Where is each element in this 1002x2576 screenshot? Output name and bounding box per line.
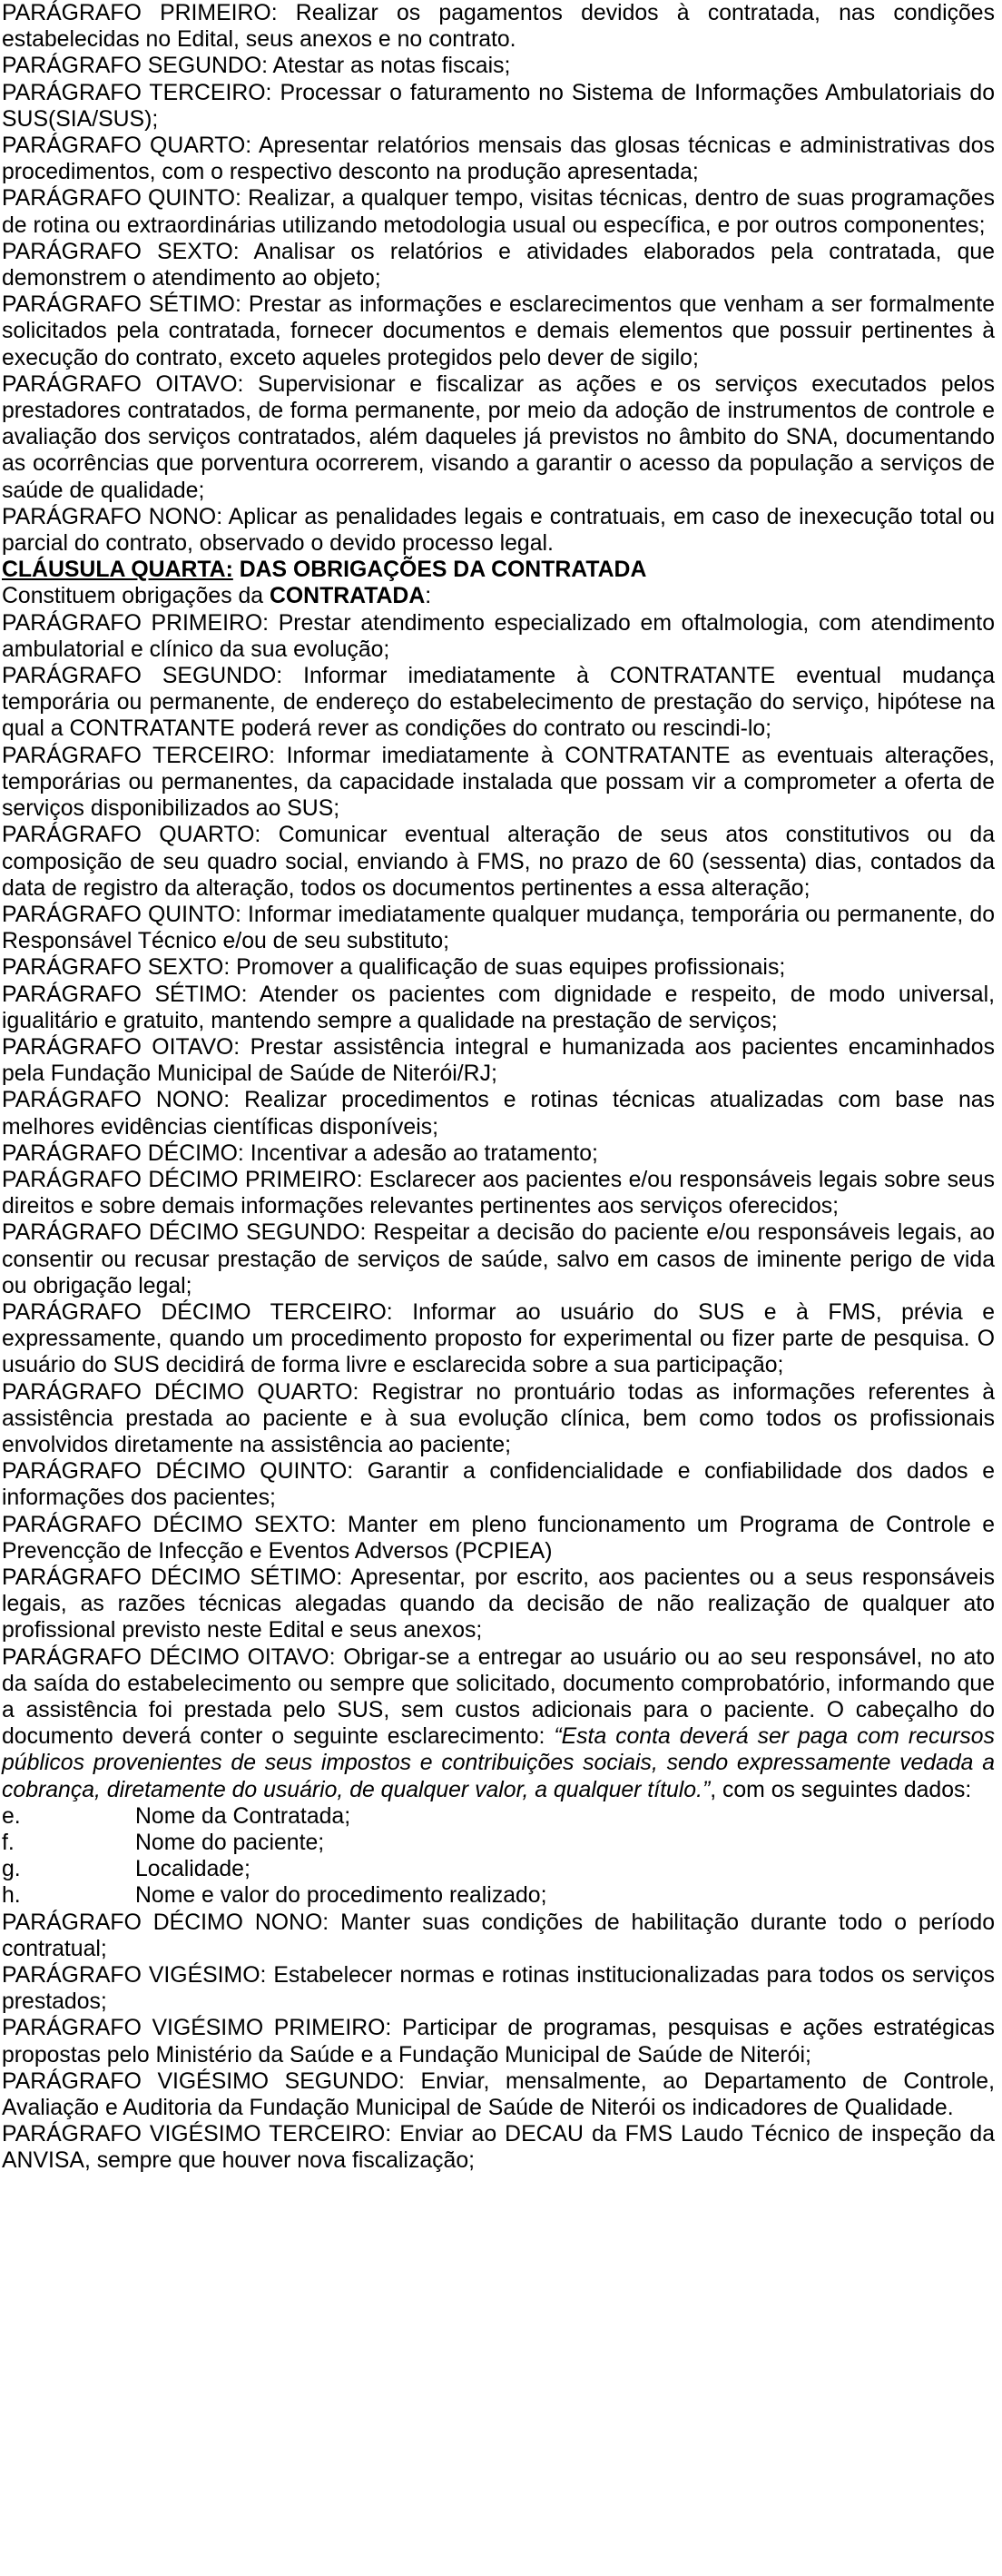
clause-heading [2,557,995,583]
list-item-text: Nome e valor do procedimento realizado; [135,1883,547,1909]
paragraph: PARÁGRAFO DÉCIMO QUARTO: Registrar no prontuário todas as informações referentes à assistência prestada ao paciente e à sua evolução clínica, bem como todos os profissionais envolvidos diretamente na assistência ao paciente; [2,1379,995,1457]
list-item [2,1882,995,1909]
list-item [2,1856,995,1882]
list-item [2,1803,995,1830]
paragraph: PARÁGRAFO QUINTO: Informar imediatamente qualquer mudança, temporária ou permanente, do Responsável Técnico e/ou de seu substituto; [2,902,995,954]
paragraph: PARÁGRAFO OITAVO: Supervisionar e fiscalizar as ações e os serviços executados pelos prestadores contratados, de forma permanente, por meio da adoção de instrumentos de controle e avaliação dos serviços contratados, além daqueles já previstos no âmbito do SNA, documentando as ocorrências que porventura ocorrerem, visando a garantir o acesso da população a serviços de saúde de qualidade; [2,371,995,503]
list-item-letter: e. [2,1803,21,1829]
clause-intro: Constituem obrigações da CONTRATADA: [2,584,432,609]
paragraph: PARÁGRAFO PRIMEIRO: Realizar os pagamentos devidos à contratada, nas condições estabelecidas no Edital, seus anexos e no contrato. [2,1,995,53]
paragraph: PARÁGRAFO NONO: Realizar procedimentos e rotinas técnicas atualizadas com base nas melhores evidências científicas disponíveis; [2,1088,995,1140]
paragraph: PARÁGRAFO DÉCIMO SEXTO: Manter em pleno funcionamento um Programa de Controle e Prevencção de Infecção e Eventos Adversos (PCPIEA) [2,1512,995,1564]
paragraph: PARÁGRAFO VIGÉSIMO TERCEIRO: Enviar ao DECAU da FMS Laudo Técnico de inspeção da ANVISA, sempre que houver nova fiscalização; [2,2122,995,2174]
list-item-letter: g. [2,1857,21,1882]
paragraph-eighteenth: PARÁGRAFO DÉCIMO OITAVO: Obrigar-se a entregar ao usuário ou ao seu responsável, no ato da saída do estabelecimento ou sempre que solicitado, documento comprobatório, informando que a assistência foi prestada pelo SUS, sem custos adicionais para o paciente. O cabeçalho do documento deverá conter o seguinte esclarecimento: “Esta conta deverá ser paga com recursos públicos provenientes de seus impostos e contribuições sociais, sendo expressamente vedada a cobrança, diretamente do usuário, de qualquer valor, a qualquer título.”, com os seguintes dados: [2,1644,995,1802]
paragraph: PARÁGRAFO DÉCIMO: Incentivar a adesão ao tratamento; [2,1140,598,1166]
paragraph: PARÁGRAFO PRIMEIRO: Prestar atendimento especializado em oftalmologia, com atendimento ambulatorial e clínico da sua evolução; [2,610,995,662]
contratante-obligations [2,0,995,557]
paragraph: PARÁGRAFO DÉCIMO QUINTO: Garantir a confidencialidade e confiabilidade dos dados e informações dos pacientes; [2,1459,995,1511]
contratada-label: CONTRATADA [269,584,426,609]
paragraph: PARÁGRAFO NONO: Aplicar as penalidades legais e contratuais, em caso de inexecução total ou parcial do contrato, observado o devido processo legal. [2,504,995,557]
paragraph: PARÁGRAFO SEXTO: Promover a qualificação de suas equipes profissionais; [2,955,786,981]
paragraph: PARÁGRAFO SEGUNDO: Informar imediatamente à CONTRATANTE eventual mudança temporária ou permanente, de endereço do estabelecimento de prestação do serviço, hipótese na qual a CONTRATANTE poderá rever as condições do contrato ou rescindi-lo; [2,664,995,742]
paragraph: PARÁGRAFO SEXTO: Analisar os relatórios e atividades elaborados pela contratada, que demonstrem o atendimento ao objeto; [2,239,995,291]
list-item-letter: f. [2,1831,15,1856]
paragraph: PARÁGRAFO DÉCIMO SÉTIMO: Apresentar, por escrito, aos pacientes ou a seus responsáveis legais, as razões técnicas alegadas quando da decisão de não realização de qualquer ato profissional previsto neste Edital e seus anexos; [2,1564,995,1643]
paragraph: PARÁGRAFO DÉCIMO PRIMEIRO: Esclarecer aos pacientes e/ou responsáveis legais sobre seus direitos e sobre demais informações relevantes pertinentes aos serviços oferecidos; [2,1167,995,1219]
paragraph: PARÁGRAFO VIGÉSIMO PRIMEIRO: Participar de programas, pesquisas e ações estratégicas propostas pelo Ministério da Saúde e a Fundação Municipal de Saúde de Niterói; [2,2016,995,2068]
paragraph: PARÁGRAFO VIGÉSIMO: Estabelecer normas e rotinas institucionalizadas para todos os serviços prestados; [2,1963,995,2015]
list-item-text: Localidade; [135,1857,250,1882]
paragraph: PARÁGRAFO SÉTIMO: Prestar as informações e esclarecimentos que venham a ser formalmente solicitados pela contratada, fornecer documentos e demais elementos que possuir pertinentes à execução do contrato, exceto aqueles protegidos pelo dever de sigilo; [2,292,995,370]
clause-number: CLÁUSULA QUARTA: [2,558,233,583]
contratada-obligations [2,610,995,2175]
list-item-text: Nome da Contratada; [135,1803,351,1829]
paragraph: PARÁGRAFO TERCEIRO: Processar o faturamento no Sistema de Informações Ambulatoriais do SUS(SIA/SUS); [2,80,995,132]
mandatory-quote: “Esta conta deverá ser paga com recursos públicos provenientes de seus impostos e contribuições sociais, sendo expressamente vedada a cobrança, diretamente do usuário, de qualquer valor, a qualquer título.” [2,1724,995,1802]
list-item [2,1830,995,1856]
paragraph: PARÁGRAFO DÉCIMO NONO: Manter suas condições de habilitação durante todo o período contratual; [2,1910,995,1961]
paragraph: PARÁGRAFO SEGUNDO: Atestar as notas fiscais; [2,54,511,79]
paragraph: PARÁGRAFO DÉCIMO TERCEIRO: Informar ao usuário do SUS e à FMS, prévia e expressamente, quando um procedimento proposto for experimental ou fizer parte de pesquisa. O usuário do SUS decidirá de forma livre e esclarecida sobre a sua participação; [2,1299,995,1378]
list-item-letter: h. [2,1883,21,1909]
paragraph: PARÁGRAFO OITAVO: Prestar assistência integral e humanizada aos pacientes encaminhados pela Fundação Municipal de Saúde de Niterói/RJ; [2,1034,995,1087]
list-item-text: Nome do paciente; [135,1831,325,1856]
paragraph: PARÁGRAFO VIGÉSIMO SEGUNDO: Enviar, mensalmente, ao Departamento de Controle, Avaliação e Auditoria da Fundação Municipal de Saúde de Niterói os indicadores de Qualidade. [2,2068,995,2121]
paragraph: PARÁGRAFO QUARTO: Apresentar relatórios mensais das glosas técnicas e administrativas dos procedimentos, com o respectivo desconto na produção apresentada; [2,133,995,185]
paragraph: PARÁGRAFO TERCEIRO: Informar imediatamente à CONTRATANTE as eventuais alterações, temporárias ou permanentes, da capacidade instalada que possam vir a comprometer a oferta de serviços disponibilizados ao SUS; [2,743,995,822]
paragraph: PARÁGRAFO SÉTIMO: Atender os pacientes com dignidade e respeito, de modo universal, igualitário e gratuito, mantendo sempre a qualidade na prestação de serviços; [2,982,995,1033]
clause-title: DAS OBRIGAÇÕES DA CONTRATADA [232,558,647,583]
paragraph: PARÁGRAFO QUINTO: Realizar, a qualquer tempo, visitas técnicas, dentro de suas programações de rotina ou extraordinárias utilizando metodologia usual ou específica, e por outros componentes; [2,186,995,238]
paragraph: PARÁGRAFO DÉCIMO SEGUNDO: Respeitar a decisão do paciente e/ou responsáveis legais, ao consentir ou recusar prestação de serviços de saúde, salvo em casos de iminente perigo de vida ou obrigação legal; [2,1220,995,1298]
paragraph: PARÁGRAFO QUARTO: Comunicar eventual alteração de seus atos constitutivos ou da composição de seu quadro social, enviando à FMS, no prazo de 60 (sessenta) dias, contados da data de registro da alteração, todos os documentos pertinentes a essa alteração; [2,823,995,901]
